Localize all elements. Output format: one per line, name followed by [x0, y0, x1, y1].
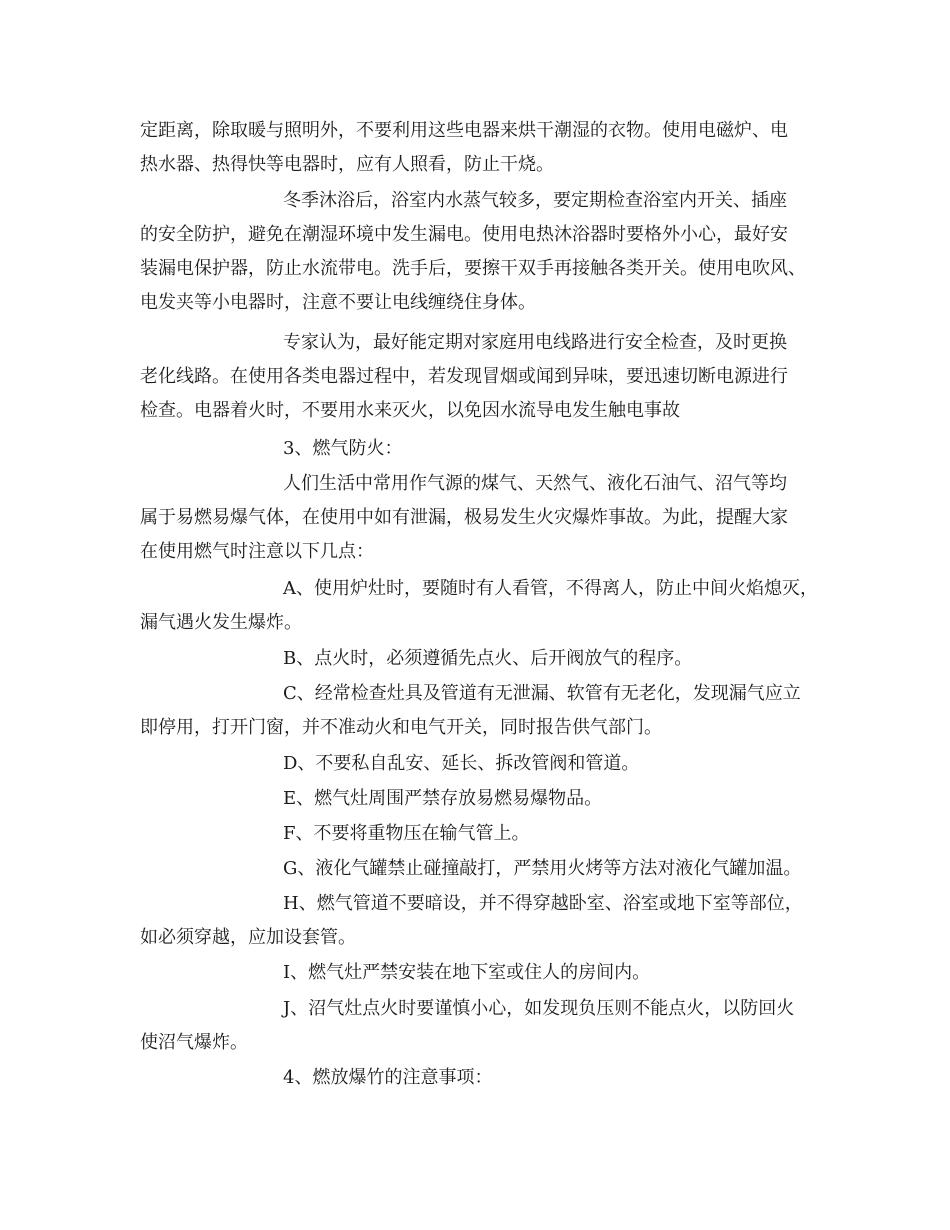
text-line: F、不要将重物压在输气管上。	[283, 823, 530, 844]
text-line: 属于易燃易爆气体，在使用中如有泄漏，极易发生火灾爆炸事故。为此，提醒大家	[140, 507, 788, 528]
list-item-c	[140, 677, 840, 745]
paragraph-expert-advice	[140, 326, 840, 428]
text-line: 在使用燃气时注意以下几点：	[140, 541, 374, 562]
list-item-a	[140, 572, 840, 640]
paragraph-bathroom-safety	[140, 184, 840, 320]
list-item-j	[140, 992, 840, 1060]
text-line: 检查。电器着火时，不要用水来灭火，以免因水流导电发生触电事故	[140, 400, 680, 421]
text-line: 冬季沐浴后，浴室内水蒸气较多，要定期检查浴室内开关、插座	[283, 190, 787, 211]
list-item-g	[140, 852, 840, 886]
text-line: 热水器、热得快等电器时，应有人照看，防止干烧。	[140, 154, 554, 175]
section-heading-firecrackers	[140, 1061, 840, 1095]
text-line: 4、燃放爆竹的注意事项：	[283, 1067, 493, 1088]
text-line: C、经常检查灶具及管道有无泄漏、软管有无老化，发现漏气应立	[283, 683, 801, 704]
list-item-f	[140, 817, 840, 851]
text-line: 定距离，除取暖与照明外，不要利用这些电器来烘干潮湿的衣物。使用电磁炉、电	[140, 120, 788, 141]
section-heading-gas	[140, 432, 840, 466]
text-line: B、点火时，必须遵循先点火、后开阀放气的程序。	[283, 648, 693, 669]
text-line: H、燃气管道不要暗设，并不得穿越卧室、浴室或地下室等部位，	[283, 893, 803, 914]
text-line: 专家认为，最好能定期对家庭用电线路进行安全检查，及时更换	[283, 332, 787, 353]
text-line: 人们生活中常用作气源的煤气、天然气、液化石油气、沼气等均	[283, 473, 787, 494]
text-line: 的安全防护，避免在潮湿环境中发生漏电。使用电热沐浴器时要格外小心，最好安	[140, 224, 788, 245]
text-line: 装漏电保护器，防止水流带电。洗手后，要擦干双手再接触各类开关。使用电吹风、	[140, 258, 806, 279]
text-line: E、燃气灶周围严禁存放易燃易爆物品。	[283, 788, 603, 809]
text-line: 电发夹等小电器时，注意不要让电线缠绕住身体。	[140, 292, 536, 313]
text-line: G、液化气罐禁止碰撞敲打，严禁用火烤等方法对液化气罐加温。	[283, 858, 802, 879]
text-line: D、不要私自乱安、延长、拆改管阀和管道。	[283, 753, 640, 774]
paragraph-gas-intro	[140, 467, 840, 569]
list-item-d	[140, 747, 840, 781]
text-line: 漏气遇火发生爆炸。	[140, 612, 302, 633]
text-line: J、沼气灶点火时要谨慎小心，如发现负压则不能点火，以防回火	[283, 998, 795, 1019]
text-line: I、燃气灶严禁安装在地下室或住人的房间内。	[283, 962, 651, 983]
list-item-e	[140, 782, 840, 816]
list-item-h	[140, 887, 840, 955]
text-line: 即停用，打开门窗，并不准动火和电气开关，同时报告供气部门。	[140, 717, 662, 738]
text-line: 老化线路。在使用各类电器过程中，若发现冒烟或闻到异味，要迅速切断电源进行	[140, 366, 788, 387]
text-line: A、使用炉灶时，要随时有人看管，不得离人，防止中间火焰熄灭，	[283, 578, 818, 599]
text-line: 3、燃气防火：	[283, 438, 403, 459]
list-item-b	[140, 642, 840, 676]
paragraph-continuation	[140, 114, 840, 182]
text-line: 如必须穿越，应加设套管。	[140, 927, 356, 948]
list-item-i	[140, 956, 840, 990]
text-line: 使沼气爆炸。	[140, 1032, 248, 1053]
